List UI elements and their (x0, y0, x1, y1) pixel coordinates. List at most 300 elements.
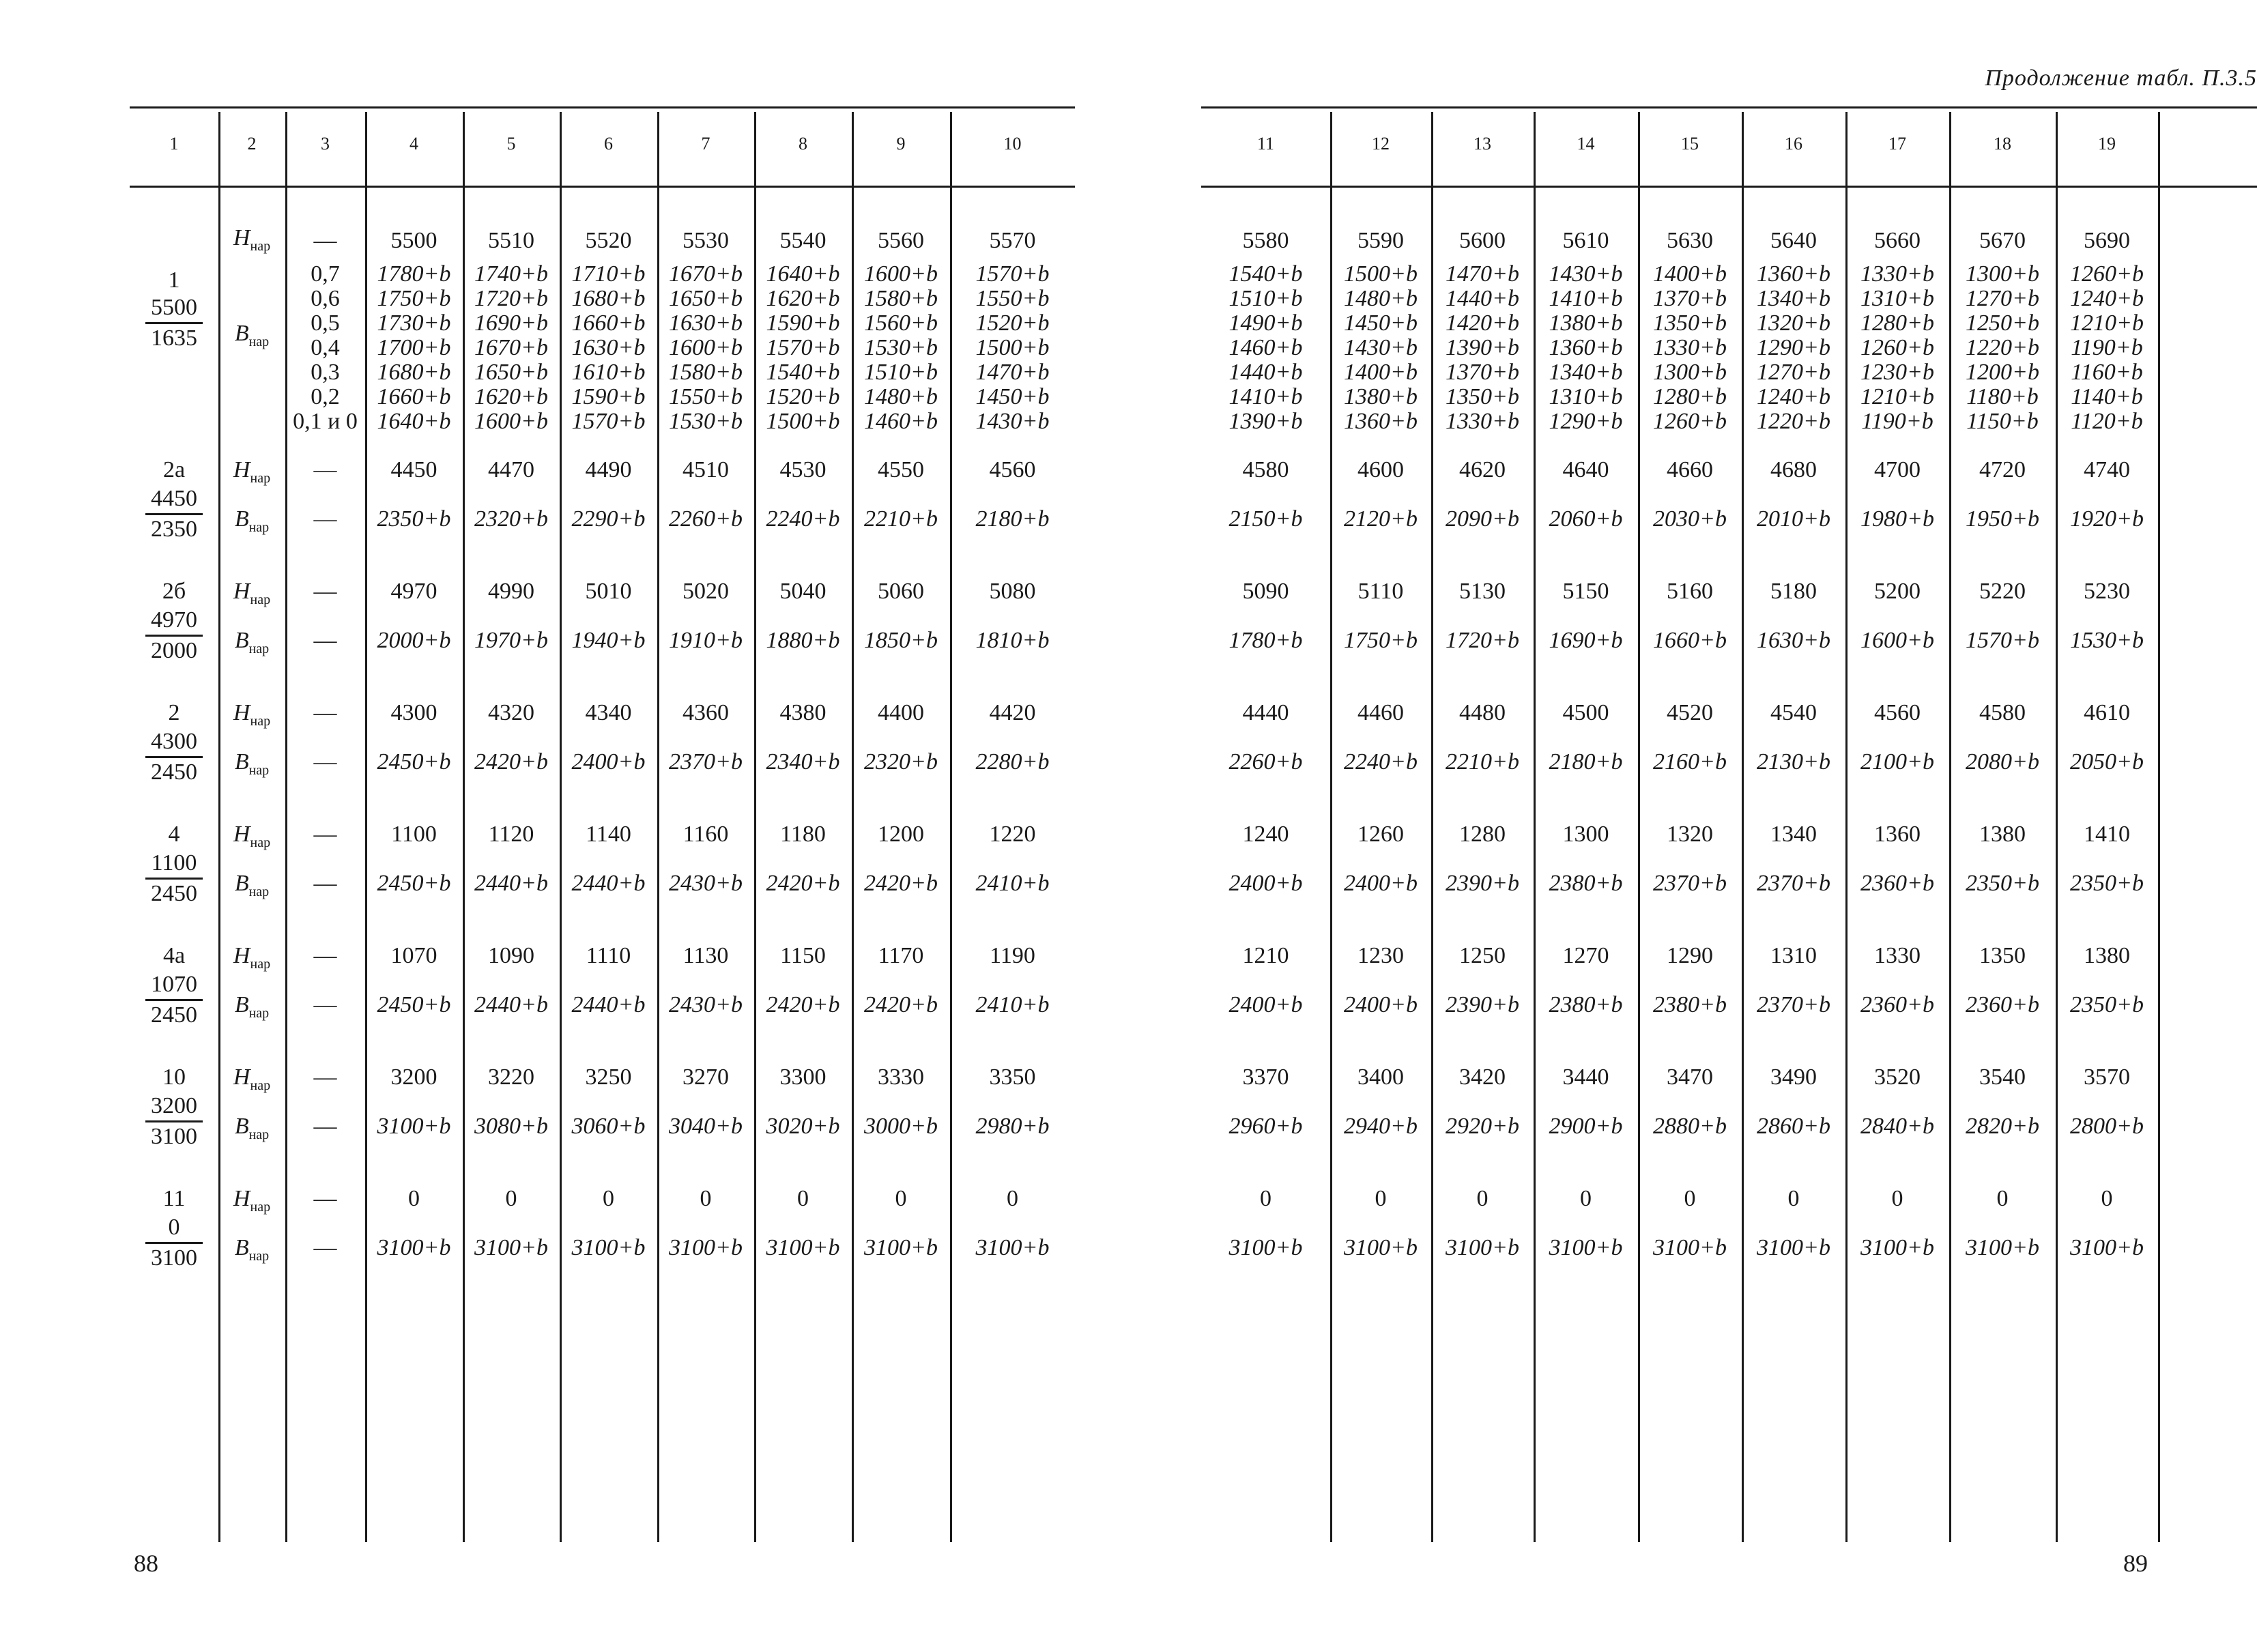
h-nar-label (218, 822, 285, 851)
b-value: 1400+b (1653, 261, 1727, 287)
h-value: 1270 (1562, 943, 1609, 968)
b-value: 1300+b (1966, 261, 2039, 287)
table-top-rule (130, 106, 1075, 108)
b-value: 1480+b (864, 384, 938, 409)
h-value: 4700 (1874, 457, 1921, 482)
b-value: 1520+b (975, 310, 1050, 336)
h-value: 4560 (989, 457, 1036, 482)
b-value: 2360+b (1966, 992, 2039, 1017)
h-value: 5590 (1357, 228, 1404, 253)
b-value: 1430+b (1344, 335, 1418, 360)
coefficient: 0,5 (311, 310, 340, 336)
b-value: 3040+b (669, 1114, 743, 1139)
b-value: 2920+b (1446, 1114, 1519, 1139)
b-value: 2010+b (1757, 506, 1830, 532)
h-value: 1260 (1357, 822, 1404, 847)
b-value: 3020+b (766, 1114, 840, 1139)
dash: — (313, 457, 337, 482)
b-value: 1640+b (377, 409, 451, 434)
column-header: 7 (701, 134, 710, 154)
h-value: 1380 (1979, 822, 2026, 847)
b-value: 2440+b (474, 992, 548, 1017)
b-value: 1460+b (864, 409, 938, 434)
h-value: 4520 (1667, 700, 1713, 725)
column-header: 9 (896, 134, 906, 154)
h-nar-label-letter: H (233, 943, 250, 968)
column-header: 5 (506, 134, 516, 154)
h-value: 5080 (989, 579, 1036, 604)
b-value: 2420+b (474, 749, 548, 774)
block-id: 2а (162, 457, 186, 482)
h-value: 4640 (1562, 457, 1609, 482)
column-header: 4 (409, 134, 418, 154)
h-value: 4990 (488, 579, 534, 604)
b-value: 2320+b (864, 749, 938, 774)
b-value: 2050+b (2070, 749, 2144, 774)
b-value: 1980+b (1860, 506, 1934, 532)
h-value: 1070 (390, 943, 437, 968)
h-value: 4680 (1770, 457, 1817, 482)
h-nar-label (218, 1064, 285, 1094)
b-value: 1470+b (1446, 261, 1519, 287)
h-nar-label-letter: H (233, 700, 250, 725)
b-value: 2390+b (1446, 992, 1519, 1017)
b-value: 1600+b (474, 409, 548, 434)
fraction-numerator: 1100 (145, 849, 203, 880)
b-nar-label (218, 628, 285, 657)
b-value: 1680+b (377, 360, 451, 385)
h-value: 4380 (779, 700, 826, 725)
h-value: 3300 (779, 1064, 826, 1090)
block-fraction (130, 1213, 218, 1273)
b-value: 1310+b (1860, 286, 1934, 311)
h-value: 4540 (1770, 700, 1817, 725)
h-value: 5500 (390, 228, 437, 253)
h-value: 4600 (1357, 457, 1404, 482)
h-value: 4510 (682, 457, 729, 482)
h-value: 5580 (1242, 228, 1289, 253)
h-nar-label-subscript: нар (250, 713, 271, 729)
h-nar-label (218, 943, 285, 972)
dash: — (313, 871, 337, 896)
h-value: 0 (1787, 1186, 1800, 1211)
b-value: 1260+b (1653, 409, 1727, 434)
h-nar-label (218, 1186, 285, 1215)
h-value: 3470 (1667, 1064, 1713, 1090)
b-nar-label-letter: B (234, 1114, 249, 1139)
b-nar-label (218, 871, 285, 900)
b-value: 2370+b (1757, 992, 1830, 1017)
table-continuation-caption: Продолжение табл. П.3.5 (1985, 66, 2257, 91)
b-value: 2060+b (1549, 506, 1623, 532)
page-number: 88 (134, 1550, 158, 1577)
h-value: 0 (1684, 1186, 1696, 1211)
b-value: 1540+b (766, 360, 840, 385)
b-value: 1570+b (1966, 628, 2039, 653)
b-value: 1320+b (1757, 310, 1830, 336)
block-fraction (130, 606, 218, 665)
h-nar-label-letter: H (233, 579, 250, 604)
block-id: 4а (162, 943, 186, 968)
b-value: 2000+b (377, 628, 451, 653)
block-fraction (130, 484, 218, 544)
b-value: 1430+b (975, 409, 1050, 434)
b-value: 1570+b (766, 335, 840, 360)
b-value: 2420+b (864, 992, 938, 1017)
h-value: 1240 (1242, 822, 1289, 847)
b-value: 1630+b (669, 310, 743, 336)
h-value: 1300 (1562, 822, 1609, 847)
h-value: 1190 (990, 943, 1035, 968)
h-value: 1120 (488, 822, 534, 847)
b-value: 2840+b (1860, 1114, 1934, 1139)
fraction-denominator: 3100 (151, 1245, 197, 1271)
b-value: 1660+b (1653, 628, 1727, 653)
b-value: 1350+b (1446, 384, 1519, 409)
b-value: 3100+b (1966, 1235, 2039, 1260)
b-value: 1140+b (2071, 384, 2143, 409)
dash: — (313, 1186, 337, 1211)
b-value: 1710+b (571, 261, 646, 287)
dash: — (313, 1064, 337, 1090)
b-value: 2350+b (1966, 871, 2039, 896)
b-value: 1720+b (1446, 628, 1519, 653)
b-nar-label-subscript: нар (248, 641, 270, 656)
b-value: 1210+b (2070, 310, 2144, 336)
h-value: 1290 (1667, 943, 1713, 968)
b-value: 1480+b (1344, 286, 1418, 311)
h-value: 3370 (1242, 1064, 1289, 1090)
column-header: 6 (604, 134, 613, 154)
b-nar-label-subscript: нар (248, 519, 270, 535)
column-header: 17 (1888, 134, 1906, 154)
b-value: 2370+b (1757, 871, 1830, 896)
h-value: 4360 (682, 700, 729, 725)
b-value: 1970+b (474, 628, 548, 653)
h-value: 4440 (1242, 700, 1289, 725)
h-value: 5600 (1459, 228, 1506, 253)
h-value: 0 (895, 1186, 907, 1211)
h-value: 1310 (1770, 943, 1817, 968)
h-value: 3400 (1357, 1064, 1404, 1090)
dash: — (313, 506, 337, 532)
h-value: 5090 (1242, 579, 1289, 604)
dash: — (313, 1235, 337, 1260)
b-value: 2240+b (1344, 749, 1418, 774)
fraction-numerator: 0 (145, 1213, 203, 1244)
b-value: 1160+b (2071, 360, 2143, 385)
coefficient: 0,3 (311, 360, 340, 385)
b-value: 1670+b (669, 261, 743, 287)
b-value: 1580+b (669, 360, 743, 385)
dash: — (313, 1114, 337, 1139)
b-value: 2940+b (1344, 1114, 1418, 1139)
h-value: 4660 (1667, 457, 1713, 482)
h-value: 3570 (2084, 1064, 2130, 1090)
left-page (0, 0, 1119, 1652)
b-nar-label-subscript: нар (248, 1005, 270, 1021)
b-value: 2210+b (1446, 749, 1519, 774)
coefficient: 0,4 (311, 335, 340, 360)
h-value: 5160 (1667, 579, 1713, 604)
h-nar-label-subscript: нар (250, 1199, 271, 1215)
b-value: 2430+b (669, 992, 743, 1017)
b-value: 1410+b (1228, 384, 1303, 409)
b-value: 1540+b (1228, 261, 1303, 287)
b-value: 3100+b (377, 1235, 451, 1260)
b-value: 1280+b (1860, 310, 1934, 336)
block-fraction (130, 727, 218, 787)
column-header: 11 (1256, 134, 1275, 154)
b-value: 1750+b (1344, 628, 1418, 653)
h-value: 0 (1580, 1186, 1592, 1211)
b-value: 1440+b (1446, 286, 1519, 311)
h-value: 3520 (1874, 1064, 1921, 1090)
b-value: 1260+b (1860, 335, 1934, 360)
b-value: 2260+b (1228, 749, 1303, 774)
h-value: 5640 (1770, 228, 1817, 253)
table-top-rule (1201, 106, 2257, 108)
h-nar-label-subscript: нар (250, 1077, 271, 1093)
h-value: 4450 (390, 457, 437, 482)
b-value: 1750+b (377, 286, 451, 311)
b-value: 2160+b (1653, 749, 1727, 774)
h-value: 1160 (682, 822, 729, 847)
b-value: 2800+b (2070, 1114, 2144, 1139)
block-id: 10 (162, 1064, 186, 1090)
h-value: 1330 (1874, 943, 1921, 968)
b-value: 3100+b (1549, 1235, 1623, 1260)
b-value: 1730+b (377, 310, 451, 336)
b-value: 3100+b (474, 1235, 548, 1260)
b-value: 1410+b (1549, 286, 1623, 311)
h-value: 5230 (2084, 579, 2130, 604)
b-value: 1600+b (864, 261, 938, 287)
b-value: 1380+b (1549, 310, 1623, 336)
b-nar-label (218, 992, 285, 1021)
b-value: 2180+b (975, 506, 1050, 532)
h-value: 4530 (779, 457, 826, 482)
b-value: 1590+b (766, 310, 840, 336)
b-value: 1530+b (2070, 628, 2144, 653)
b-value: 1780+b (377, 261, 451, 287)
h-value: 5560 (878, 228, 924, 253)
b-value: 3100+b (571, 1235, 646, 1260)
h-value: 1340 (1770, 822, 1817, 847)
column-header: 10 (1003, 134, 1022, 154)
header-bottom-rule (1201, 186, 2257, 188)
b-nar-label-letter: B (234, 1235, 249, 1260)
b-value: 2400+b (1228, 871, 1303, 896)
column-header: 18 (1994, 134, 2011, 154)
h-value: 1110 (586, 943, 631, 968)
b-value: 1600+b (1860, 628, 1934, 653)
b-value: 1400+b (1344, 360, 1418, 385)
h-nar-label-subscript: нар (250, 956, 271, 972)
h-nar-label-letter: H (233, 457, 250, 482)
column-header: 19 (2098, 134, 2116, 154)
h-value: 4740 (2084, 457, 2130, 482)
b-value: 1380+b (1344, 384, 1418, 409)
h-value: 3490 (1770, 1064, 1817, 1090)
b-value: 2090+b (1446, 506, 1519, 532)
b-value: 1490+b (1228, 310, 1303, 336)
block-id: 2б (162, 579, 186, 604)
h-nar-label-subscript: нар (250, 470, 271, 486)
b-value: 2370+b (1653, 871, 1727, 896)
b-value: 1120+b (2071, 409, 2143, 434)
b-value: 2340+b (766, 749, 840, 774)
h-value: 5540 (779, 228, 826, 253)
b-value: 2440+b (571, 871, 646, 896)
h-value: 4560 (1874, 700, 1921, 725)
b-value: 1550+b (669, 384, 743, 409)
b-value: 2450+b (377, 992, 451, 1017)
b-value: 1450+b (975, 384, 1050, 409)
b-value: 3100+b (1344, 1235, 1418, 1260)
b-value: 1360+b (1757, 261, 1830, 287)
h-value: 5200 (1874, 579, 1921, 604)
b-nar-label-subscript: нар (248, 334, 270, 349)
b-value: 1560+b (864, 310, 938, 336)
b-value: 1280+b (1653, 384, 1727, 409)
h-value: 5510 (488, 228, 534, 253)
b-value: 1370+b (1446, 360, 1519, 385)
h-value: 5630 (1667, 228, 1713, 253)
h-nar-label-letter: H (233, 1064, 250, 1090)
b-value: 1470+b (975, 360, 1050, 385)
h-value: 3350 (989, 1064, 1036, 1090)
h-value: 1230 (1357, 943, 1404, 968)
b-value: 1350+b (1653, 310, 1727, 336)
block-fraction (130, 970, 218, 1030)
b-value: 1390+b (1228, 409, 1303, 434)
b-value: 1740+b (474, 261, 548, 287)
b-value: 1920+b (2070, 506, 2144, 532)
dash: — (313, 628, 337, 653)
b-value: 1330+b (1446, 409, 1519, 434)
h-value: 1410 (2084, 822, 2130, 847)
b-value: 2450+b (377, 871, 451, 896)
b-value: 1520+b (766, 384, 840, 409)
h-value: 4580 (1979, 700, 2026, 725)
fraction-numerator: 4970 (145, 606, 203, 637)
block-id: 1 (168, 267, 180, 293)
dash: — (313, 579, 337, 604)
b-value: 2100+b (1860, 749, 1934, 774)
b-value: 1370+b (1653, 286, 1727, 311)
b-value: 1440+b (1228, 360, 1303, 385)
b-value: 2420+b (864, 871, 938, 896)
h-value: 1380 (2084, 943, 2130, 968)
h-value: 4460 (1357, 700, 1404, 725)
b-value: 1220+b (1757, 409, 1830, 434)
b-value: 1150+b (1966, 409, 2039, 434)
b-value: 1250+b (1966, 310, 2039, 336)
fraction-denominator: 3100 (151, 1124, 197, 1149)
fraction-denominator: 2350 (151, 517, 197, 542)
b-value: 1510+b (1228, 286, 1303, 311)
b-value: 1570+b (571, 409, 646, 434)
b-nar-label (218, 321, 285, 350)
h-value: 1140 (586, 822, 631, 847)
fraction (145, 1092, 203, 1151)
h-value: 1170 (878, 943, 924, 968)
fraction (145, 293, 203, 353)
b-value: 3100+b (377, 1114, 451, 1139)
b-value: 1270+b (1757, 360, 1830, 385)
fraction-denominator: 2450 (151, 759, 197, 785)
fraction (145, 1213, 203, 1273)
h-value: 1090 (488, 943, 534, 968)
coefficient: 0,6 (311, 286, 340, 311)
h-value: 4550 (878, 457, 924, 482)
b-value: 1580+b (864, 286, 938, 311)
b-value: 1450+b (1344, 310, 1418, 336)
b-nar-label (218, 1235, 285, 1264)
fraction (145, 727, 203, 787)
b-value: 3100+b (864, 1235, 938, 1260)
h-nar-label-subscript: нар (250, 238, 271, 254)
h-value: 4580 (1242, 457, 1289, 482)
b-value: 1700+b (377, 335, 451, 360)
h-value: 4470 (488, 457, 534, 482)
fraction-denominator: 2000 (151, 638, 197, 663)
block-id: 11 (162, 1186, 186, 1211)
h-value: 1320 (1667, 822, 1713, 847)
dash: — (313, 992, 337, 1017)
b-value: 1180+b (1966, 384, 2039, 409)
fraction (145, 849, 203, 908)
b-value: 3100+b (1446, 1235, 1519, 1260)
b-value: 1620+b (766, 286, 840, 311)
h-value: 4500 (1562, 700, 1609, 725)
b-value: 2350+b (377, 506, 451, 532)
b-value: 1240+b (2070, 286, 2144, 311)
h-value: 3330 (878, 1064, 924, 1090)
dash: — (313, 749, 337, 774)
h-value: 5660 (1874, 228, 1921, 253)
b-value: 1390+b (1446, 335, 1519, 360)
b-value: 1600+b (669, 335, 743, 360)
b-value: 1650+b (669, 286, 743, 311)
h-value: 1220 (989, 822, 1036, 847)
b-value: 2440+b (474, 871, 548, 896)
b-value: 1780+b (1228, 628, 1303, 653)
fraction-denominator: 1635 (151, 325, 197, 351)
right-page (1174, 0, 2257, 1652)
h-value: 0 (700, 1186, 712, 1211)
h-value: 0 (505, 1186, 517, 1211)
b-nar-label-letter: B (234, 628, 249, 653)
b-value: 1570+b (975, 261, 1050, 287)
b-value: 1500+b (1344, 261, 1418, 287)
b-value: 1650+b (474, 360, 548, 385)
b-nar-label-letter: B (234, 871, 249, 896)
h-value: 3270 (682, 1064, 729, 1090)
h-value: 0 (797, 1186, 809, 1211)
b-value: 2960+b (1228, 1114, 1303, 1139)
h-value: 5530 (682, 228, 729, 253)
h-value: 1130 (682, 943, 729, 968)
b-value: 2380+b (1549, 992, 1623, 1017)
b-value: 1530+b (864, 335, 938, 360)
b-value: 2420+b (766, 992, 840, 1017)
h-value: 5010 (585, 579, 632, 604)
column-header: 15 (1681, 134, 1699, 154)
b-value: 1200+b (1966, 360, 2039, 385)
b-value: 1850+b (864, 628, 938, 653)
